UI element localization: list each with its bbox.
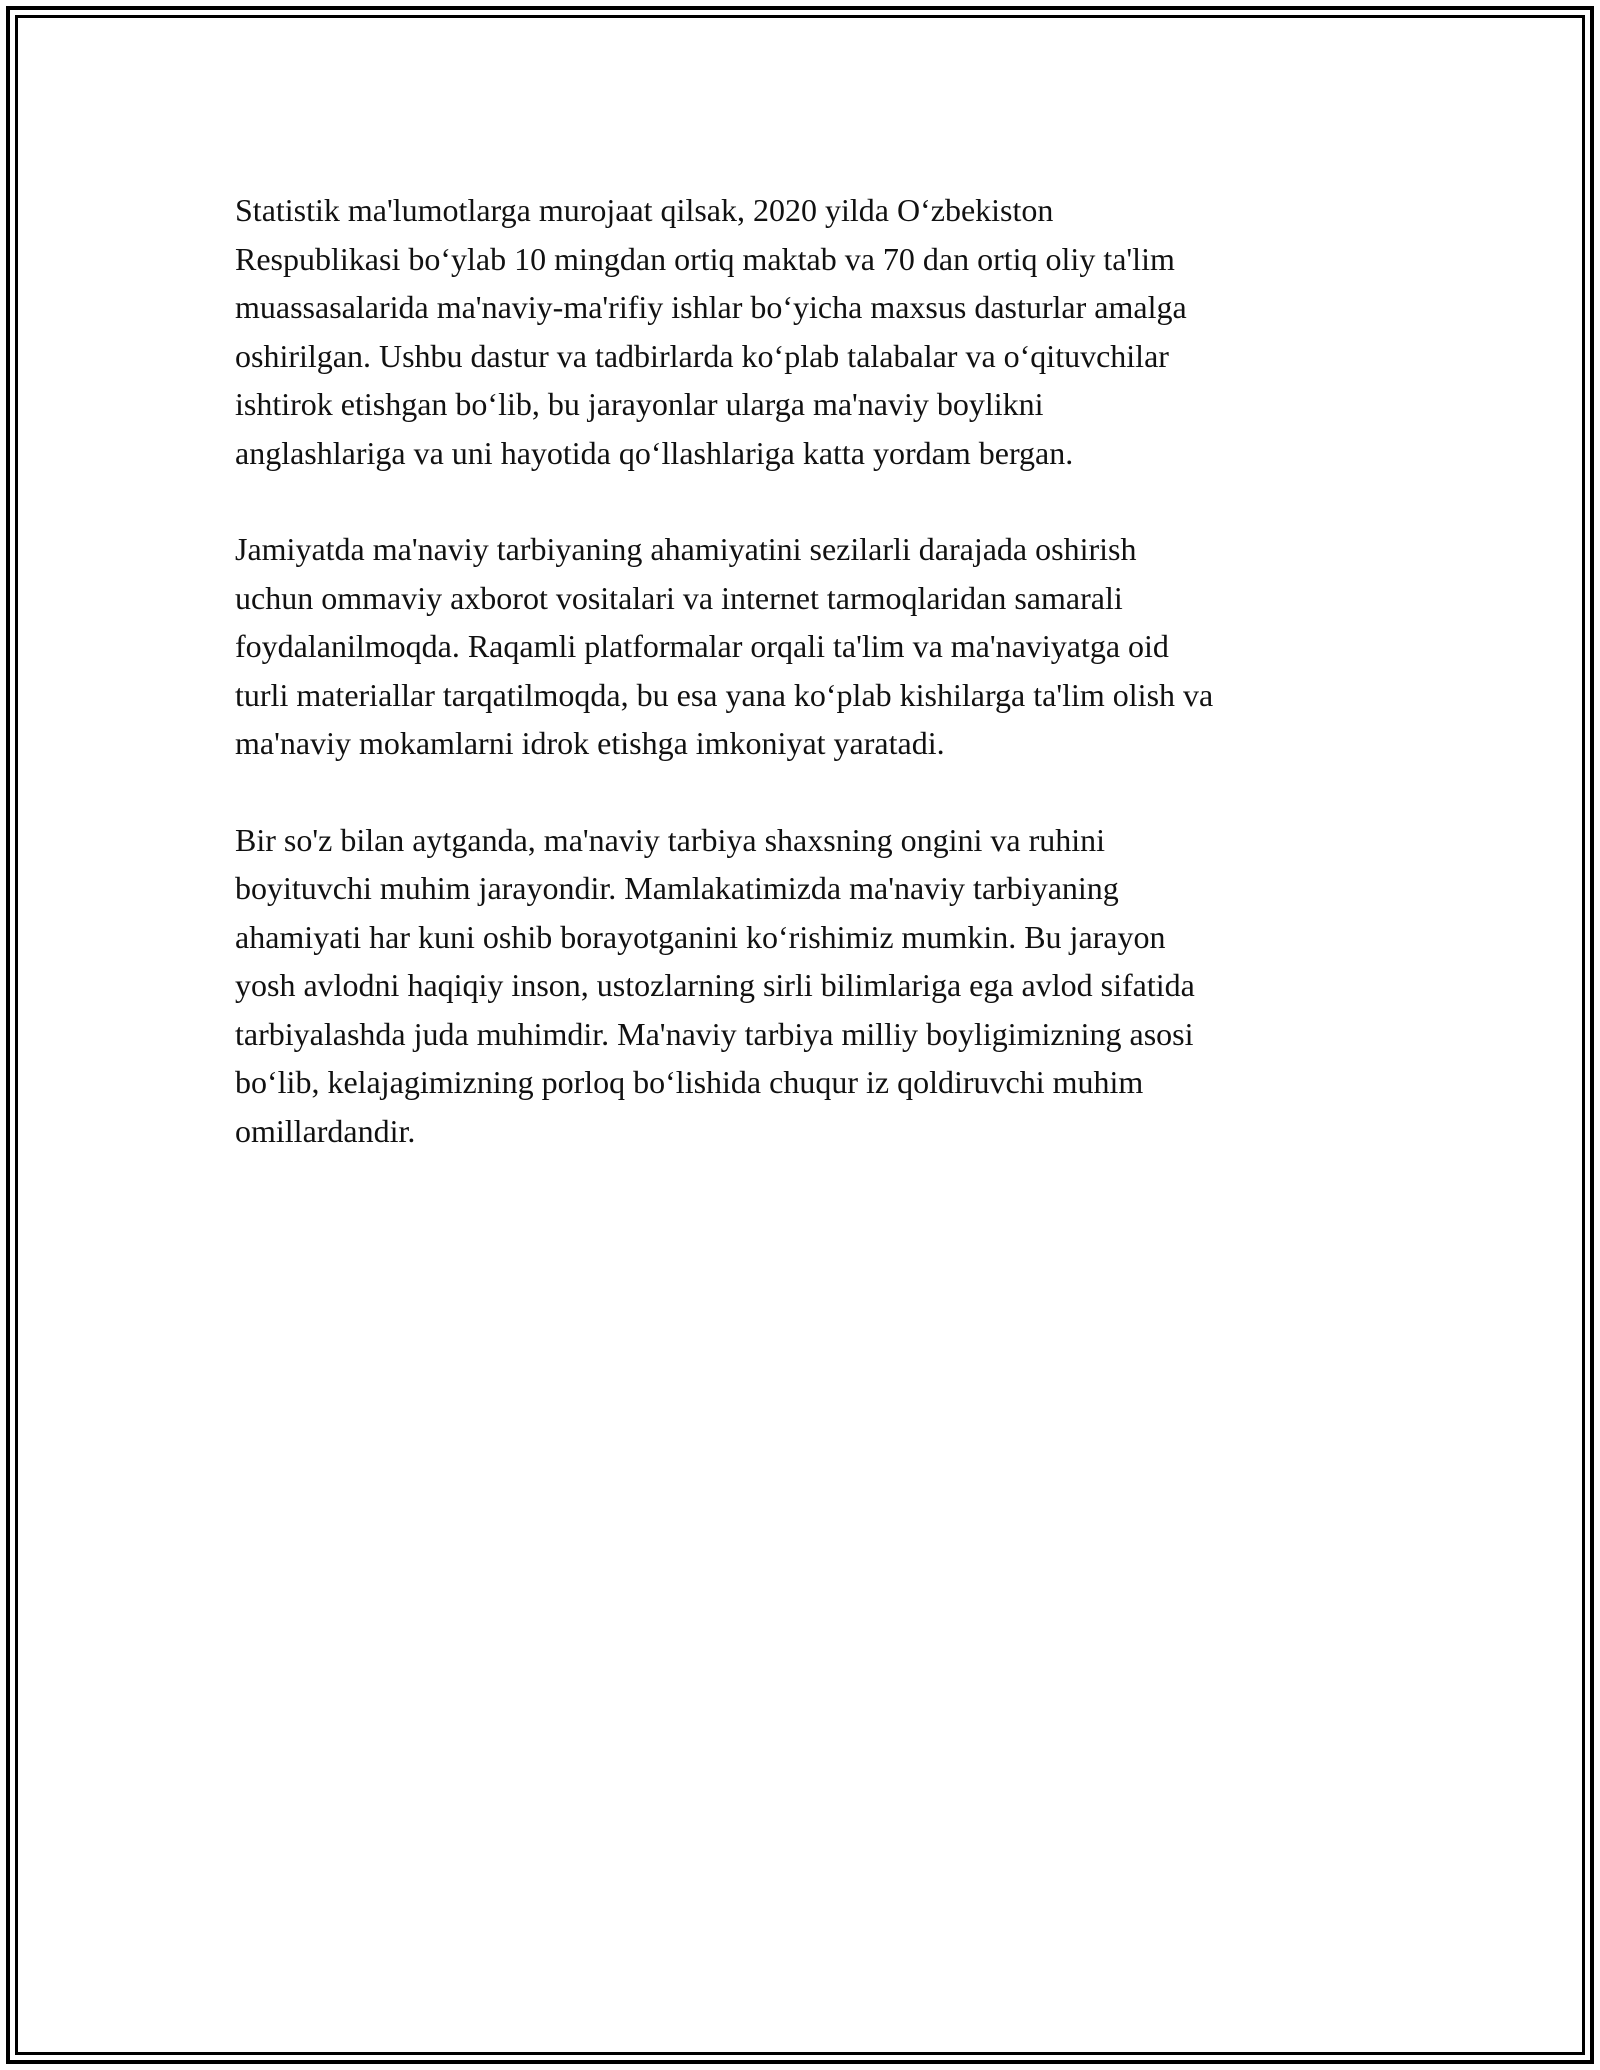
text-line: Respublikasi bo‘ylab 10 mingdan ortiq maktab va 70 dan ortiq oliy ta'lim — [235, 240, 1175, 277]
paragraph-1 — [235, 186, 1365, 477]
document-body — [235, 186, 1365, 1203]
text-line: bo‘lib, kelajagimizning porloq bo‘lishida chuqur iz qoldiruvchi muhim — [235, 1064, 1144, 1100]
paragraph-2 — [235, 525, 1365, 768]
text-line: turli materiallar tarqatilmoqda, bu esa yana ko‘plab kishilarga ta'lim olish va — [235, 676, 1214, 713]
text-line: ishtirok etishgan bo‘lib, bu jarayonlar ularga ma'naviy boylikni — [235, 386, 1044, 422]
text-line: boyituvchi muhim jarayondir. Mamlakatimizda ma'naviy tarbiyaning — [235, 870, 1119, 906]
text-line: foydalanilmoqda. Raqamli platformalar orqali ta'lim va ma'naviyatga oid — [235, 628, 1169, 664]
text-line: muassasalarida ma'naviy-ma'rifiy ishlar bo‘yicha maxsus dasturlar amalga — [235, 289, 1187, 325]
text-line: anglashlariga va uni hayotida qo‘llashlariga katta yordam bergan. — [235, 434, 1074, 471]
text-line: Bir so'z bilan aytganda, ma'naviy tarbiya shaxsning ongini va ruhini — [235, 821, 1106, 858]
text-line: Statistik ma'lumotlarga murojaat qilsak, 2020 yilda O‘zbekiston — [235, 192, 1054, 228]
text-line: ma'naviy mokamlarni idrok etishga imkoniyat yaratadi. — [235, 725, 945, 761]
paragraph-3 — [235, 816, 1365, 1156]
text-line: uchun ommaviy axborot vositalari va internet tarmoqlaridan samarali — [235, 579, 1123, 616]
text-line: omillardandir. — [235, 1112, 416, 1149]
text-line: oshirilgan. Ushbu dastur va tadbirlarda ko‘plab talabalar va o‘qituvchilar — [235, 337, 1169, 374]
text-line: yosh avlodni haqiqiy inson, ustozlarning sirli bilimlariga ega avlod sifatida — [235, 967, 1195, 1003]
text-line: Jamiyatda ma'naviy tarbiyaning ahamiyatini sezilarli darajada oshirish — [235, 531, 1137, 567]
text-line: tarbiyalashda juda muhimdir. Ma'naviy tarbiya milliy boyligimizning asosi — [235, 1015, 1194, 1052]
text-line: ahamiyati har kuni oshib borayotganini ko‘rishimiz mumkin. Bu jarayon — [235, 918, 1166, 955]
